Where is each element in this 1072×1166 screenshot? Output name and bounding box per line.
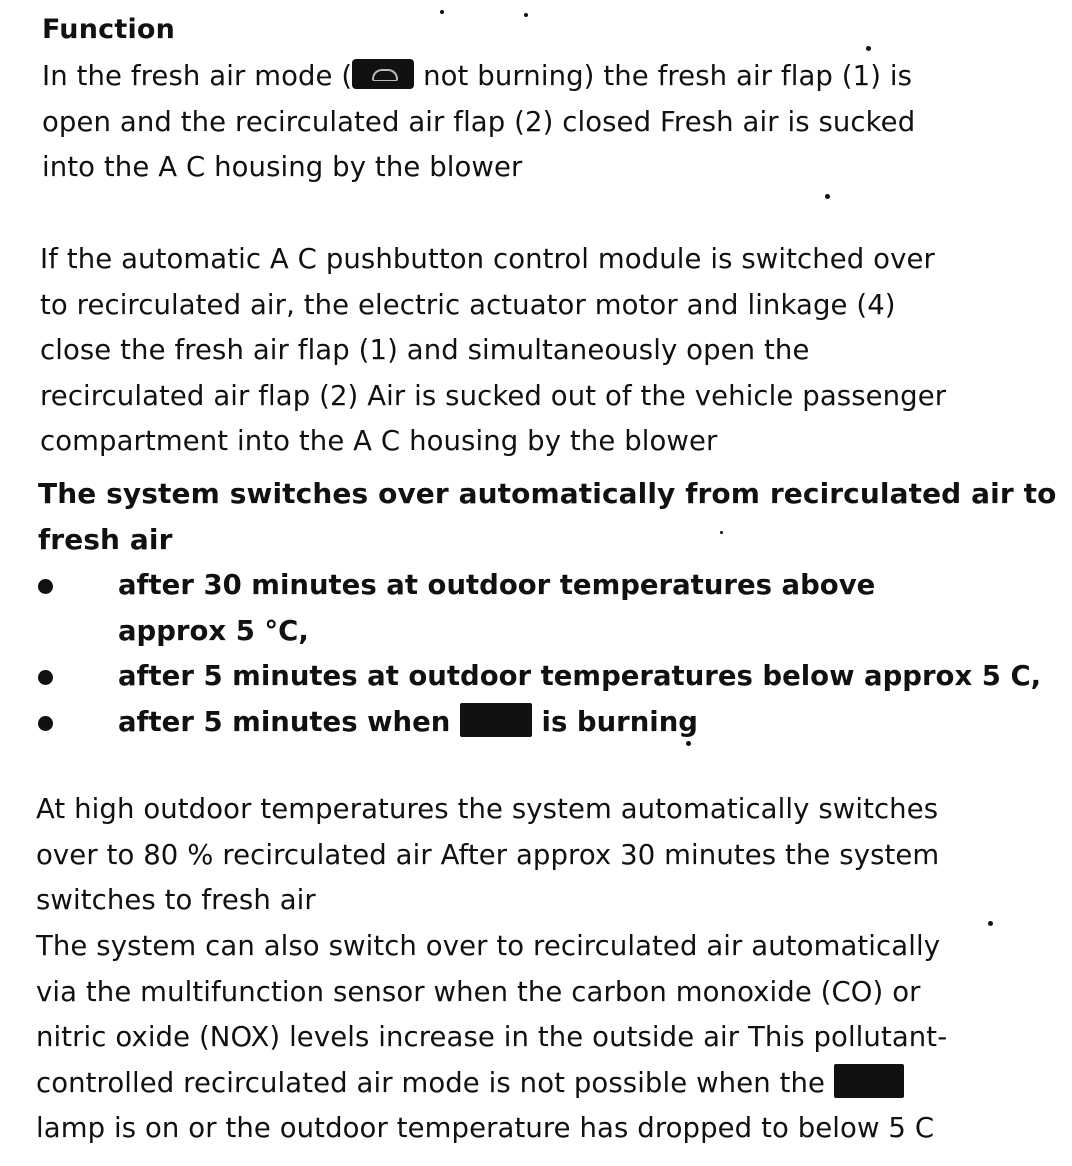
paragraph-high-temperature bbox=[36, 787, 939, 924]
text-line: recirculated air flap (2) Air is sucked out of the vehicle passenger bbox=[40, 379, 947, 412]
text-line: approx 5 °C, bbox=[118, 614, 309, 647]
text-line bbox=[36, 1061, 947, 1107]
scan-speck bbox=[524, 13, 528, 17]
text-line: fresh air bbox=[38, 522, 173, 556]
text-line: lamp is on or the outdoor temperature has dropped to below 5 C bbox=[36, 1112, 935, 1144]
text-fragment: not burning) the fresh air flap (1) is bbox=[414, 60, 913, 92]
paragraph-automatic-switch bbox=[38, 471, 1056, 562]
scan-speck bbox=[440, 10, 444, 14]
recirculation-lamp-icon bbox=[352, 59, 414, 89]
list-item bbox=[30, 654, 1041, 700]
text-line bbox=[118, 700, 1041, 746]
text-line: open and the recirculated air flap (2) closed Fresh air is sucked bbox=[42, 105, 916, 138]
text-line: after 30 minutes at outdoor temperatures above bbox=[118, 569, 876, 601]
text-fragment: after 5 minutes when bbox=[118, 705, 460, 738]
indicator-lamp-icon bbox=[834, 1064, 904, 1098]
scan-speck bbox=[988, 921, 993, 926]
scan-speck bbox=[866, 46, 871, 51]
scan-speck bbox=[825, 194, 830, 199]
text-line: into the A C housing by the blower bbox=[42, 151, 523, 183]
bullet-icon bbox=[38, 579, 53, 594]
indicator-lamp-icon bbox=[460, 703, 532, 737]
text-line: The system can also switch over to recirculated air automatically bbox=[36, 930, 941, 962]
list-item bbox=[30, 700, 1041, 746]
text-line: switches to fresh air bbox=[36, 884, 316, 916]
text-line: compartment into the A C housing by the blower bbox=[40, 425, 718, 457]
text-line: to recirculated air, the electric actuator motor and linkage (4) bbox=[40, 288, 896, 321]
text-line: via the multifunction sensor when the carbon monoxide (CO) or bbox=[36, 975, 921, 1008]
bullet-icon bbox=[38, 670, 53, 685]
text-line: If the automatic A C pushbutton control module is switched over bbox=[40, 243, 935, 275]
list-item bbox=[30, 563, 1041, 654]
paragraph-recirculated-air-switch bbox=[40, 237, 946, 465]
scan-speck bbox=[686, 741, 691, 746]
text-line: over to 80 % recirculated air After approx 30 minutes the system bbox=[36, 838, 940, 871]
bullet-icon bbox=[38, 716, 53, 731]
text-line: after 5 minutes at outdoor temperatures below approx 5 C, bbox=[118, 660, 1042, 692]
text-line: nitric oxide (NOX) levels increase in the outside air This pollutant- bbox=[36, 1021, 948, 1053]
paragraph-pollutant-control bbox=[36, 924, 947, 1152]
text-line bbox=[42, 54, 915, 100]
text-line: At high outdoor temperatures the system automatically switches bbox=[36, 793, 939, 825]
text-line: close the fresh air flap (1) and simultaneously open the bbox=[40, 334, 810, 366]
text-fragment: is burning bbox=[531, 705, 698, 738]
bullet-list bbox=[30, 563, 1041, 745]
scan-speck bbox=[720, 531, 723, 534]
paragraph-fresh-air-mode bbox=[42, 54, 915, 191]
section-heading: Function bbox=[42, 14, 176, 45]
text-line: The system switches over automatically from recirculated air to bbox=[38, 477, 1057, 510]
text-fragment: controlled recirculated air mode is not possible when the bbox=[36, 1066, 834, 1099]
text-fragment: In the fresh air mode ( bbox=[42, 60, 353, 92]
